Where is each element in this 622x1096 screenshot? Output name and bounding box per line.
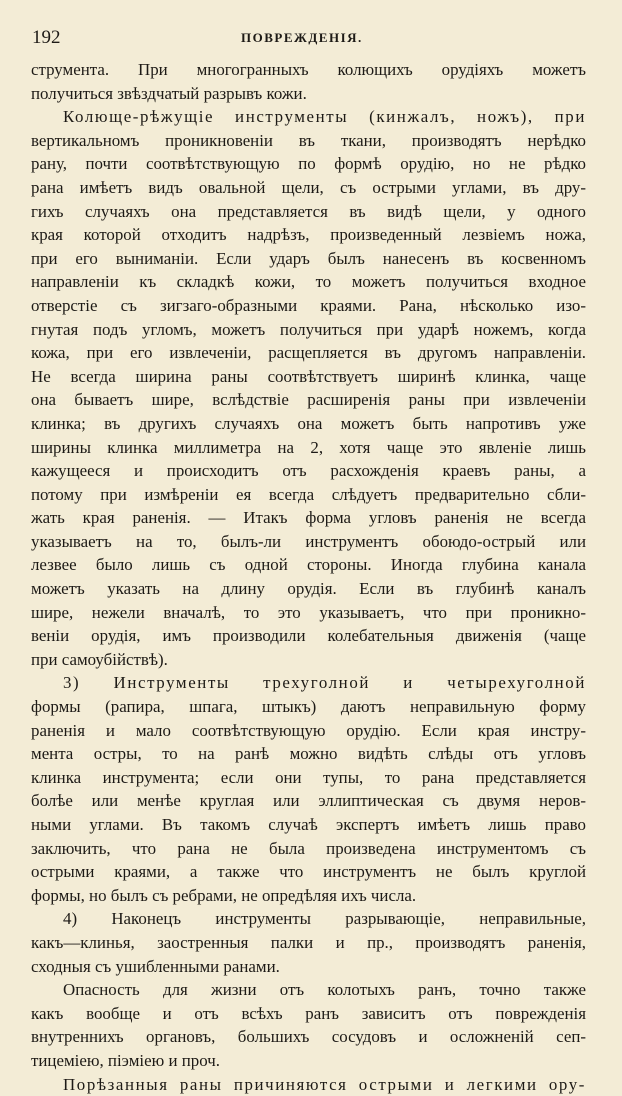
text-line: какъ—клинья, заостренныя палки и пр., производятъ раненія,	[31, 932, 586, 952]
text-line: заключить, что рана не была произведена инструментомъ съ	[31, 838, 586, 858]
body-text	[31, 58, 586, 1096]
text-line: она бываетъ шире, вслѣдствіе расширенія раны при извлеченіи	[31, 390, 586, 410]
text-line: жать края раненія. — Итакъ форма угловъ раненія не всегда	[31, 508, 586, 528]
text-line: сходныя съ ушибленными ранами.	[31, 956, 280, 976]
text-line: края которой отходитъ надрѣзъ, произведенный лезвіемъ ножа,	[31, 225, 586, 245]
text-line: веніи орудія, имъ производили колебательныя движенія (чаще	[31, 626, 586, 646]
text-line: струмента. При многогранныхъ колющихъ орудіяхъ можетъ	[31, 60, 586, 79]
text-line: Порѣзанныя раны причиняются острыми и легкими ору-	[63, 1074, 586, 1094]
text-line: ширины клинка миллиметра на 2, хотя чаще это явленіе лишь	[31, 437, 586, 457]
text-line: можетъ указать на длину орудія. Если въ глубинѣ каналъ	[31, 579, 586, 599]
text-line: раненія и мало соотвѣтствующую орудію. Если края инстру-	[31, 720, 586, 740]
text-line: формы (рапира, шпага, штыкъ) даютъ неправильную форму	[31, 697, 586, 717]
text-line: потому при измѣреніи ея всегда слѣдуетъ предварительно сбли-	[31, 484, 586, 504]
text-line: 4) Наконецъ инструменты разрывающіе, неправильные,	[63, 909, 586, 929]
text-line: клинка инструмента; если они тупы, то рана представляется	[31, 767, 586, 787]
text-line: формы, но былъ съ ребрами, не опредѣляя ихъ числа.	[31, 885, 417, 905]
text-line: какъ вообще и отъ всѣхъ ранъ зависитъ отъ поврежденія	[31, 1003, 586, 1023]
text-line: болѣе или менѣе круглая или эллиптическая съ двумя неров-	[31, 791, 586, 811]
text-line: отверстіе съ зигзаго-образными краями. Рана, нѣсколько изо-	[31, 295, 586, 315]
text-line: острыми краями, а также что инструментъ не былъ круглой	[31, 862, 586, 882]
text-line: рана имѣетъ видъ овальной щели, съ острыми углами, въ дру-	[31, 177, 586, 197]
text-line: гихъ случаяхъ она представляется въ видѣ щели, у одного	[31, 201, 586, 221]
text-line: рану, почти соотвѣтствующую по формѣ орудію, но не рѣдко	[31, 154, 586, 174]
text-line: 3) Инструменты трехуголной и четырехуголной	[63, 673, 586, 693]
text-line: Колюще-рѣжущіе инструменты (кинжалъ, ножъ), при	[63, 107, 586, 127]
text-line: кажущееся и происходитъ отъ расхожденія краевъ раны, а	[31, 461, 586, 481]
text-line: тицеміею, піэміею и проч.	[31, 1050, 220, 1070]
text-line: внутреннихъ органовъ, большихъ сосудовъ и осложненій сеп-	[31, 1027, 586, 1047]
text-line: Опасность для жизни отъ колотыхъ ранъ, точно также	[63, 980, 586, 1000]
text-line: при самоубійствѣ).	[31, 649, 168, 669]
text-line: направленіи къ складкѣ кожи, то можетъ получиться входное	[31, 272, 586, 292]
text-line: лезвее было лишь съ одной стороны. Иногда глубина канала	[31, 555, 586, 575]
text-line: гнутая подъ угломъ, можетъ получиться при ударѣ ножемъ, когда	[31, 319, 586, 339]
running-head: ПОВРЕЖДЕНІЯ.	[241, 30, 363, 45]
page-header	[31, 26, 586, 54]
text-line: мента остры, то на ранѣ можно видѣть слѣды отъ угловъ	[31, 744, 586, 764]
text-line: клинка; въ другихъ случаяхъ она можетъ быть напротивъ уже	[31, 413, 586, 433]
text-line: при его выниманіи. Если ударъ былъ нанесенъ въ косвенномъ	[31, 248, 586, 268]
text-line: шире, нежели вначалѣ, то это указываетъ, что при проникно-	[31, 602, 586, 622]
page-number: 192	[32, 27, 61, 48]
text-line: кожа, при его извлеченіи, расщепляется въ другомъ направленіи.	[31, 343, 586, 363]
text-line: Не всегда ширина раны соотвѣтствуетъ ширинѣ клинка, чаще	[31, 366, 586, 386]
text-line: вертикальномъ проникновеніи въ ткани, производятъ нерѣдко	[31, 130, 586, 150]
text-line: указываетъ на то, былъ-ли инструментъ обоюдо-острый или	[31, 531, 586, 551]
text-line: получиться звѣздчатый разрывъ кожи.	[31, 83, 307, 103]
text-line: ными углами. Въ такомъ случаѣ экспертъ имѣетъ лишь право	[31, 815, 586, 834]
